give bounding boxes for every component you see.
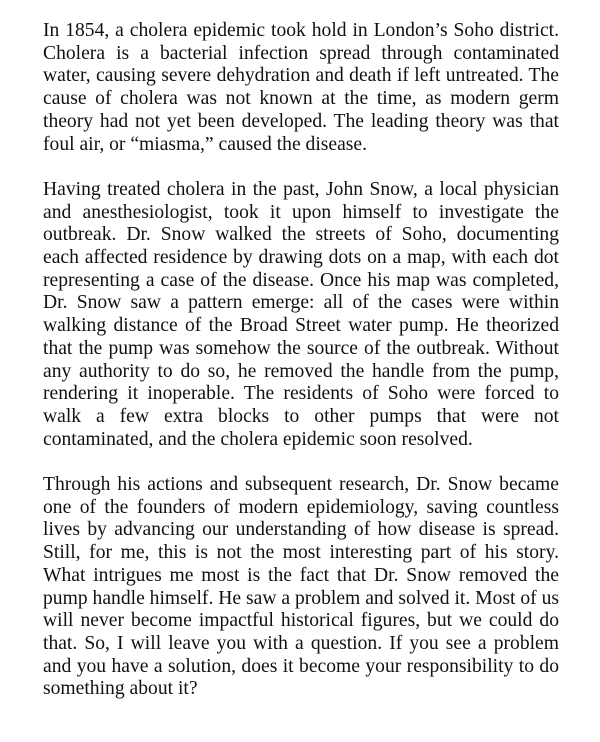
paragraph-3: Through his actions and subsequent research, Dr. Snow became one of the founders of modern epidemiology, saving countless lives by advancing our understanding of how disease is spread. Still, for me, this is not the most interesting part of his story. What intrigues me most is the fact that Dr. Snow removed the pump handle himself. He saw a problem and solved it. Most of us will never become impactful historical figures, but we could do that. So, I will leave you with a question. If you see a problem and you have a solution, does it become your responsibility to do something about it? bbox=[43, 474, 559, 700]
paragraph-1: In 1854, a cholera epidemic took hold in London’s Soho district. Cholera is a bacterial infection spread through contaminated water, causing severe dehydration and death if left untreated. The cause of cholera was not known at the time, as modern germ theory had not yet been developed. The leading theory was that foul air, or “miasma,” caused the disease. bbox=[43, 20, 559, 155]
paragraph-2: Having treated cholera in the past, John Snow, a local physician and anesthesiologist, took it upon himself to investigate the outbreak. Dr. Snow walked the streets of Soho, documenting each affected residence by drawing dots on a map, with each dot representing a case of the disease. Once his map was completed, Dr. Snow saw a pattern emerge: all of the cases were within walking distance of the Broad Street water pump. He theorized that the pump was somehow the source of the outbreak. Without any authority to do so, he removed the handle from the pump, rendering it inoperable. The residents of Soho were forced to walk a few extra blocks to other pumps that were not contaminated, and the cholera epidemic soon resolved. bbox=[43, 178, 559, 450]
document-body bbox=[43, 20, 559, 701]
